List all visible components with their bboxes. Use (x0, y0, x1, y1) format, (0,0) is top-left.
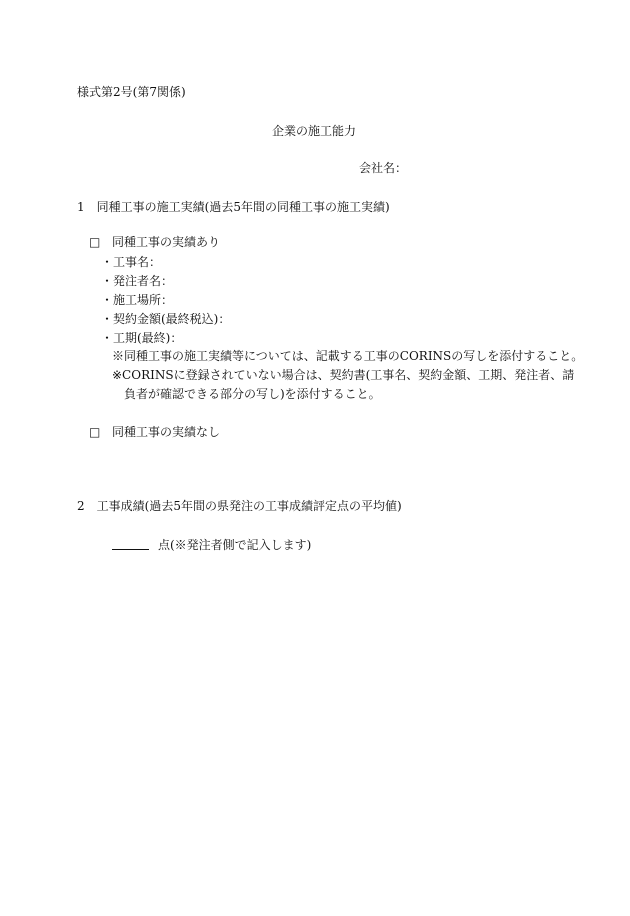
field-work-name: ・工事名： (101, 255, 162, 269)
note-contract-copy: ※CORINSに登録されていない場合は、契約書(工事名、契約金額、工期、発注者、請 (112, 368, 575, 382)
company-name-label: 会社名： (359, 161, 408, 175)
page-title: 企業の施工能力 (272, 124, 357, 138)
section1-heading: 1 同種工事の施工実績(過去5年間の同種工事の施工実績) (77, 200, 390, 214)
field-work-period: ・工期(最終)： (101, 331, 183, 345)
checkbox-label-experience-no: 同種工事の実績なし (112, 425, 221, 439)
field-construction-site: ・施工場所： (101, 293, 174, 307)
score-suffix: 点(※発注者側で記入します) (158, 538, 312, 552)
note-contract-copy-cont: 負者が確認できる部分の写し)を添付すること。 (124, 387, 381, 401)
section2-heading: 2 工事成績(過去5年間の県発注の工事成績評定点の平均値) (77, 499, 402, 513)
checkbox-experience-yes[interactable]: □ (89, 235, 101, 249)
score-blank-field[interactable] (112, 549, 149, 550)
form-number: 様式第2号(第7関係) (77, 85, 186, 99)
note-corins-copy: ※同種工事の施工実績等については、記載する工事のCORINSの写しを添付すること。 (112, 349, 584, 363)
field-contract-amount: ・契約金額(最終税込)： (101, 312, 231, 326)
checkbox-experience-no[interactable]: □ (89, 425, 101, 439)
checkbox-label-experience-yes: 同種工事の実績あり (112, 235, 221, 249)
field-client-name: ・発注者名： (101, 274, 174, 288)
